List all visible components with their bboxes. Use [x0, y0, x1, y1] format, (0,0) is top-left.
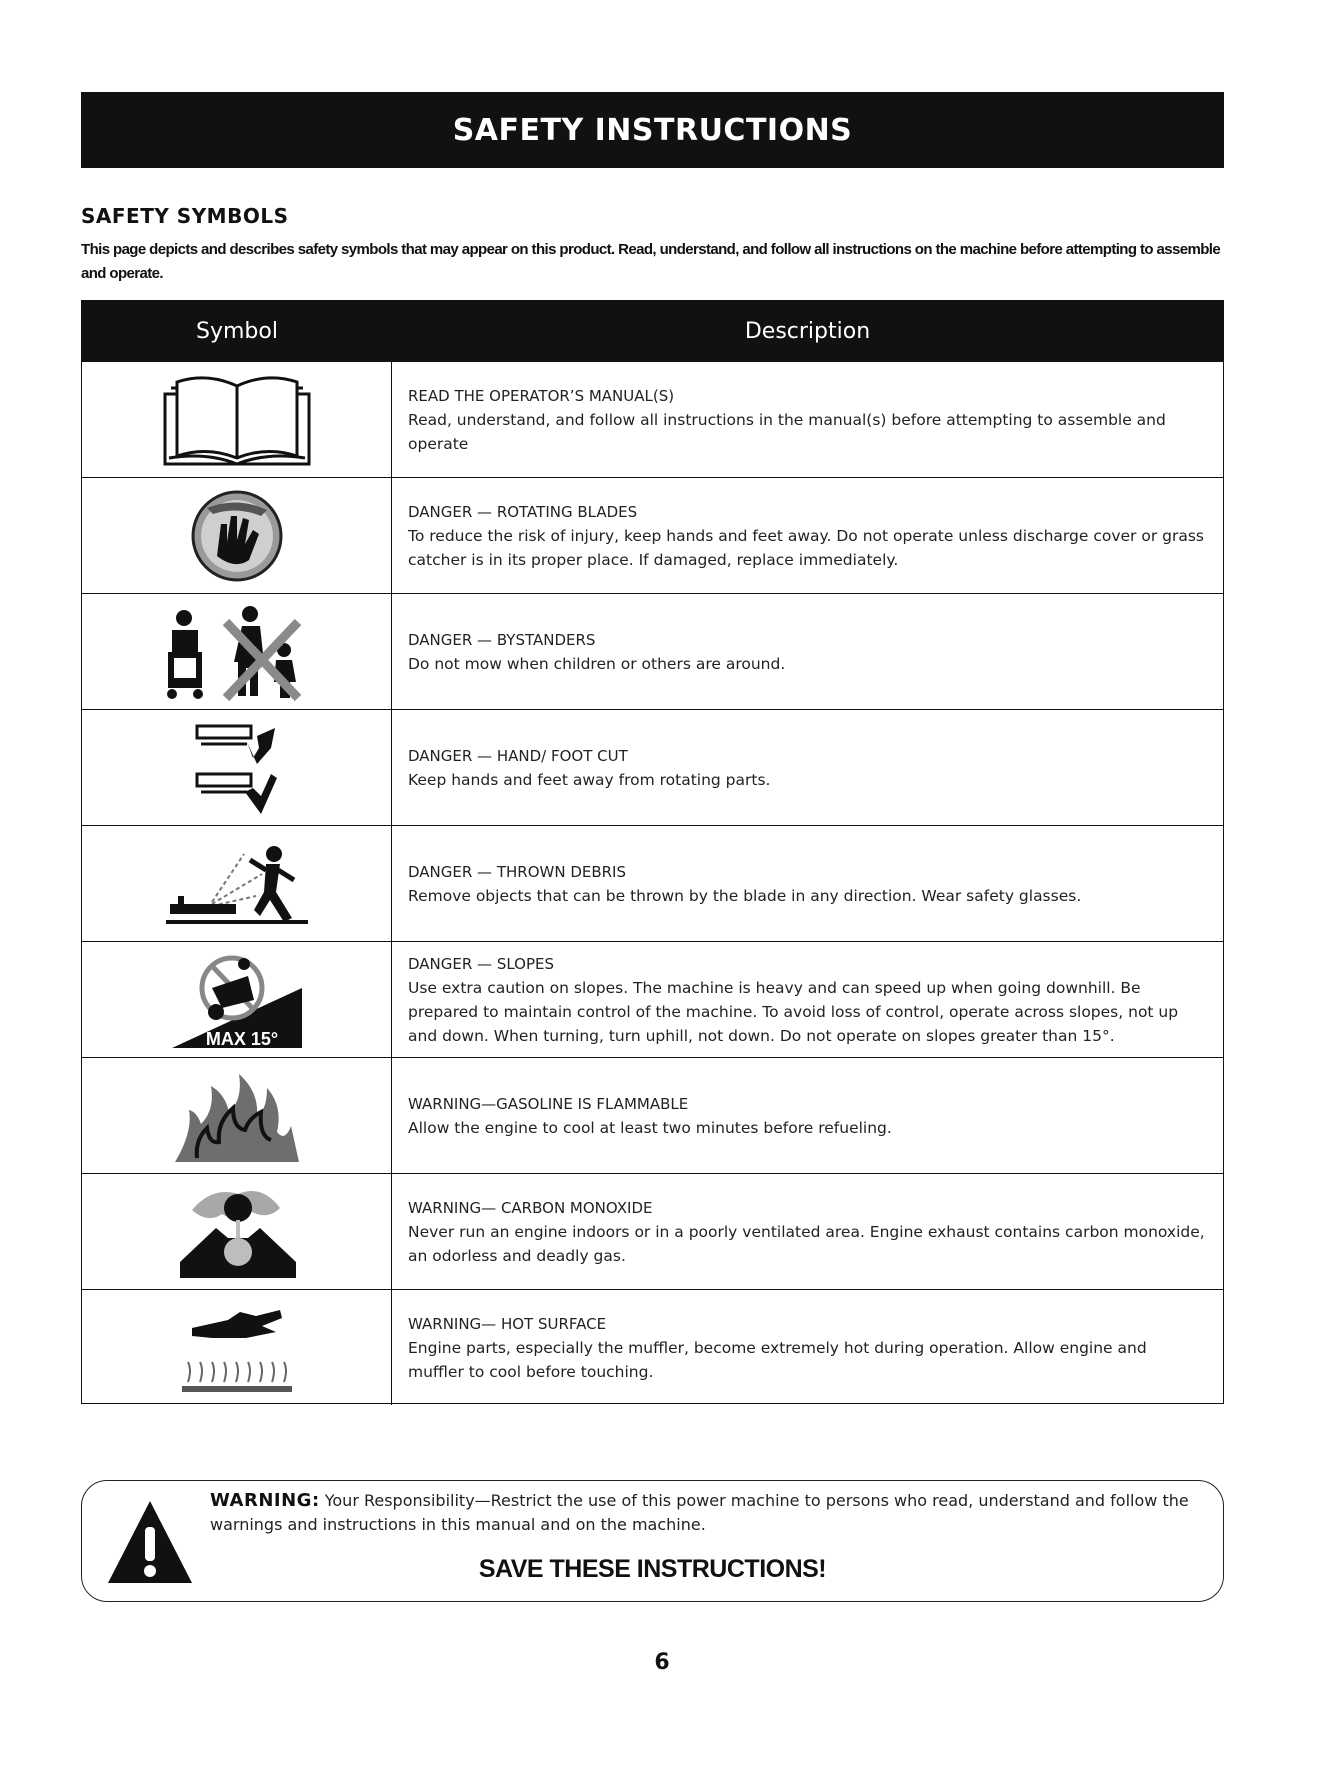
carbon-monoxide-icon [82, 1174, 392, 1289]
flammable-icon [82, 1058, 392, 1173]
row-text: Never run an engine indoors or in a poorly ventilated area. Engine exhaust contains carbon monoxide, an odorless and deadly gas. [408, 1222, 1205, 1265]
section-intro: This page depicts and describes safety symbols that may appear on this product. Read, understand, and follow all instructions on the machine before attempting to assemble and operate. [81, 241, 1221, 282]
table-row [82, 593, 1223, 709]
safety-symbols-table [81, 300, 1224, 1404]
bystanders-icon [82, 594, 392, 709]
row-text: Do not mow when children or others are around. [408, 654, 786, 673]
hand-foot-cut-icon [82, 710, 392, 825]
table-row [82, 825, 1223, 941]
table-row [82, 1057, 1223, 1173]
thrown-debris-icon [82, 826, 392, 941]
row-text: Use extra caution on slopes. The machine is heavy and can speed up when going downhill. Be prepared to maintain control of the machine. To avoid loss of control, operate across slopes, not up and down. When turning, turn uphill, not down. Do not operate on slopes greater than 15°. [408, 978, 1179, 1045]
row-title: WARNING— CARBON MONOXIDE [408, 1198, 653, 1217]
save-instructions: SAVE THESE INSTRUCTIONS! [478, 1555, 827, 1583]
rotating-blades-icon [82, 478, 392, 593]
row-text: Remove objects that can be thrown by the blade in any direction. Wear safety glasses. [408, 886, 1082, 905]
page-number: 6 [654, 1650, 670, 1675]
table-row [82, 941, 1223, 1057]
table-row [82, 477, 1223, 593]
row-title: WARNING—GASOLINE IS FLAMMABLE [408, 1094, 689, 1113]
row-text: To reduce the risk of injury, keep hands and feet away. Do not operate unless discharge cover or grass catcher is in its proper place. If damaged, replace immediately. [408, 526, 1204, 569]
hot-surface-icon [82, 1290, 392, 1405]
row-title: DANGER — HAND/ FOOT CUT [408, 746, 628, 765]
section-title: SAFETY SYMBOLS [81, 204, 289, 228]
page-banner [81, 92, 1224, 168]
table-row [82, 1289, 1223, 1405]
warning-label: WARNING: [210, 1490, 320, 1511]
row-text: Read, understand, and follow all instructions in the manual(s) before attempting to assemble and operate [408, 410, 1166, 453]
row-text: Engine parts, especially the muffler, become extremely hot during operation. Allow engine and muffler to cool before touching. [408, 1338, 1147, 1381]
row-title: DANGER — ROTATING BLADES [408, 502, 638, 521]
row-title: DANGER — SLOPES [408, 954, 555, 973]
slope-limit-label: MAX 15° [205, 1028, 278, 1049]
row-title: READ THE OPERATOR’S MANUAL(S) [408, 386, 675, 405]
table-row [82, 361, 1223, 477]
row-title: DANGER — THROWN DEBRIS [408, 862, 627, 881]
table-row [82, 709, 1223, 825]
operator-manual-icon [82, 362, 392, 477]
row-text: Keep hands and feet away from rotating parts. [408, 770, 771, 789]
table-header [82, 301, 1223, 361]
warning-text [210, 1489, 1200, 1537]
row-title: WARNING— HOT SURFACE [408, 1314, 607, 1333]
warning-body: Your Responsibility—Restrict the use of this power machine to persons who read, understand and follow the warnings and instructions in this manual and on the machine. [210, 1491, 1189, 1534]
table-row [82, 1173, 1223, 1289]
row-title: DANGER — BYSTANDERS [408, 630, 596, 649]
row-text: Allow the engine to cool at least two minutes before refueling. [408, 1118, 892, 1137]
page-title: SAFETY INSTRUCTIONS [452, 112, 853, 148]
slopes-icon [82, 942, 392, 1057]
header-description: Description [744, 318, 871, 344]
warning-box [81, 1480, 1224, 1602]
header-symbol: Symbol [196, 318, 278, 344]
